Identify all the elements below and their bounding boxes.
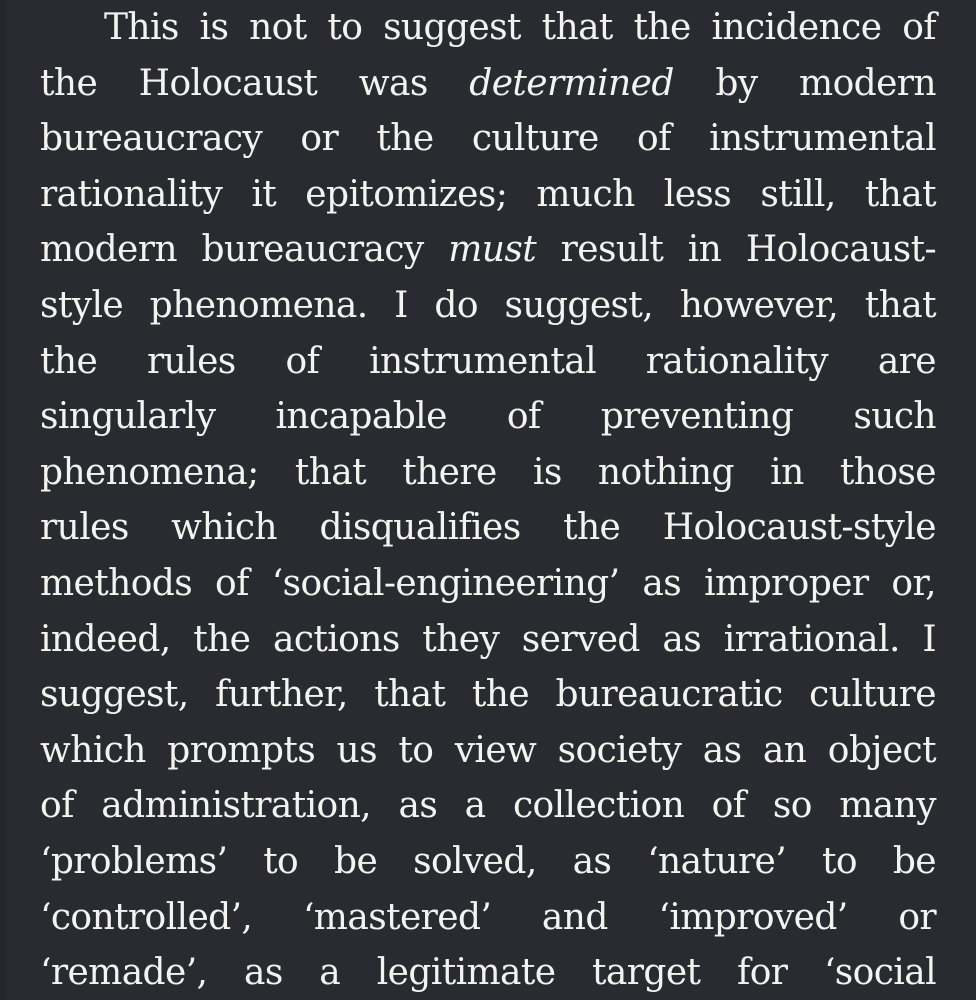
text-line <box>40 778 936 834</box>
text-line <box>40 723 936 779</box>
text-line <box>40 667 936 723</box>
text-segment: methods of ‘social-engineering’ as improper or, <box>40 562 936 604</box>
text-segment: modern bureaucracy <box>40 229 449 271</box>
text-segment: indeed, the actions they served as irrational. I <box>40 618 936 660</box>
text-line <box>40 111 936 167</box>
emphasized-word: determined <box>469 62 674 104</box>
text-segment: singularly incapable of preventing such <box>40 396 936 438</box>
text-segment: which prompts us to view society as an object <box>40 729 936 771</box>
text-segment: rationality it epitomizes; much less still, that <box>40 173 936 215</box>
text-line <box>40 500 936 556</box>
text-line <box>40 945 936 1000</box>
page-edge <box>0 0 6 1000</box>
text-segment: ‘controlled’, ‘mastered’ and ‘improved’ or <box>40 896 936 938</box>
text-segment: This is not to suggest that the incidence of <box>104 7 936 48</box>
text-line <box>40 167 936 223</box>
text-segment: by modern <box>673 62 936 104</box>
text-line <box>40 612 936 668</box>
text-segment: of administration, as a collection of so many <box>40 785 936 827</box>
text-line <box>40 334 936 390</box>
text-segment: bureaucracy or the culture of instrumental <box>40 118 936 160</box>
text-line <box>40 0 936 56</box>
text-line <box>40 445 936 501</box>
text-segment: ‘problems’ to be solved, as ‘nature’ to be <box>40 840 936 882</box>
text-segment: style phenomena. I do suggest, however, that <box>40 284 936 326</box>
text-line <box>40 389 936 445</box>
body-paragraph <box>40 0 936 1000</box>
text-line <box>40 56 936 112</box>
text-line <box>40 222 936 278</box>
text-line <box>40 890 936 946</box>
text-segment: suggest, further, that the bureaucratic culture <box>40 674 936 716</box>
text-line <box>40 556 936 612</box>
text-line <box>40 834 936 890</box>
emphasized-word: must <box>448 229 537 271</box>
text-segment: rules which disqualifies the Holocaust-style <box>40 507 936 549</box>
text-segment: result in Holocaust- <box>536 229 937 271</box>
text-segment: the Holocaust was <box>40 62 470 104</box>
text-segment: the rules of instrumental rationality are <box>40 340 936 382</box>
text-segment: phenomena; that there is nothing in those <box>40 451 936 493</box>
text-segment: ‘remade’, as a legitimate target for ‘social <box>40 952 936 994</box>
text-line <box>40 278 936 334</box>
